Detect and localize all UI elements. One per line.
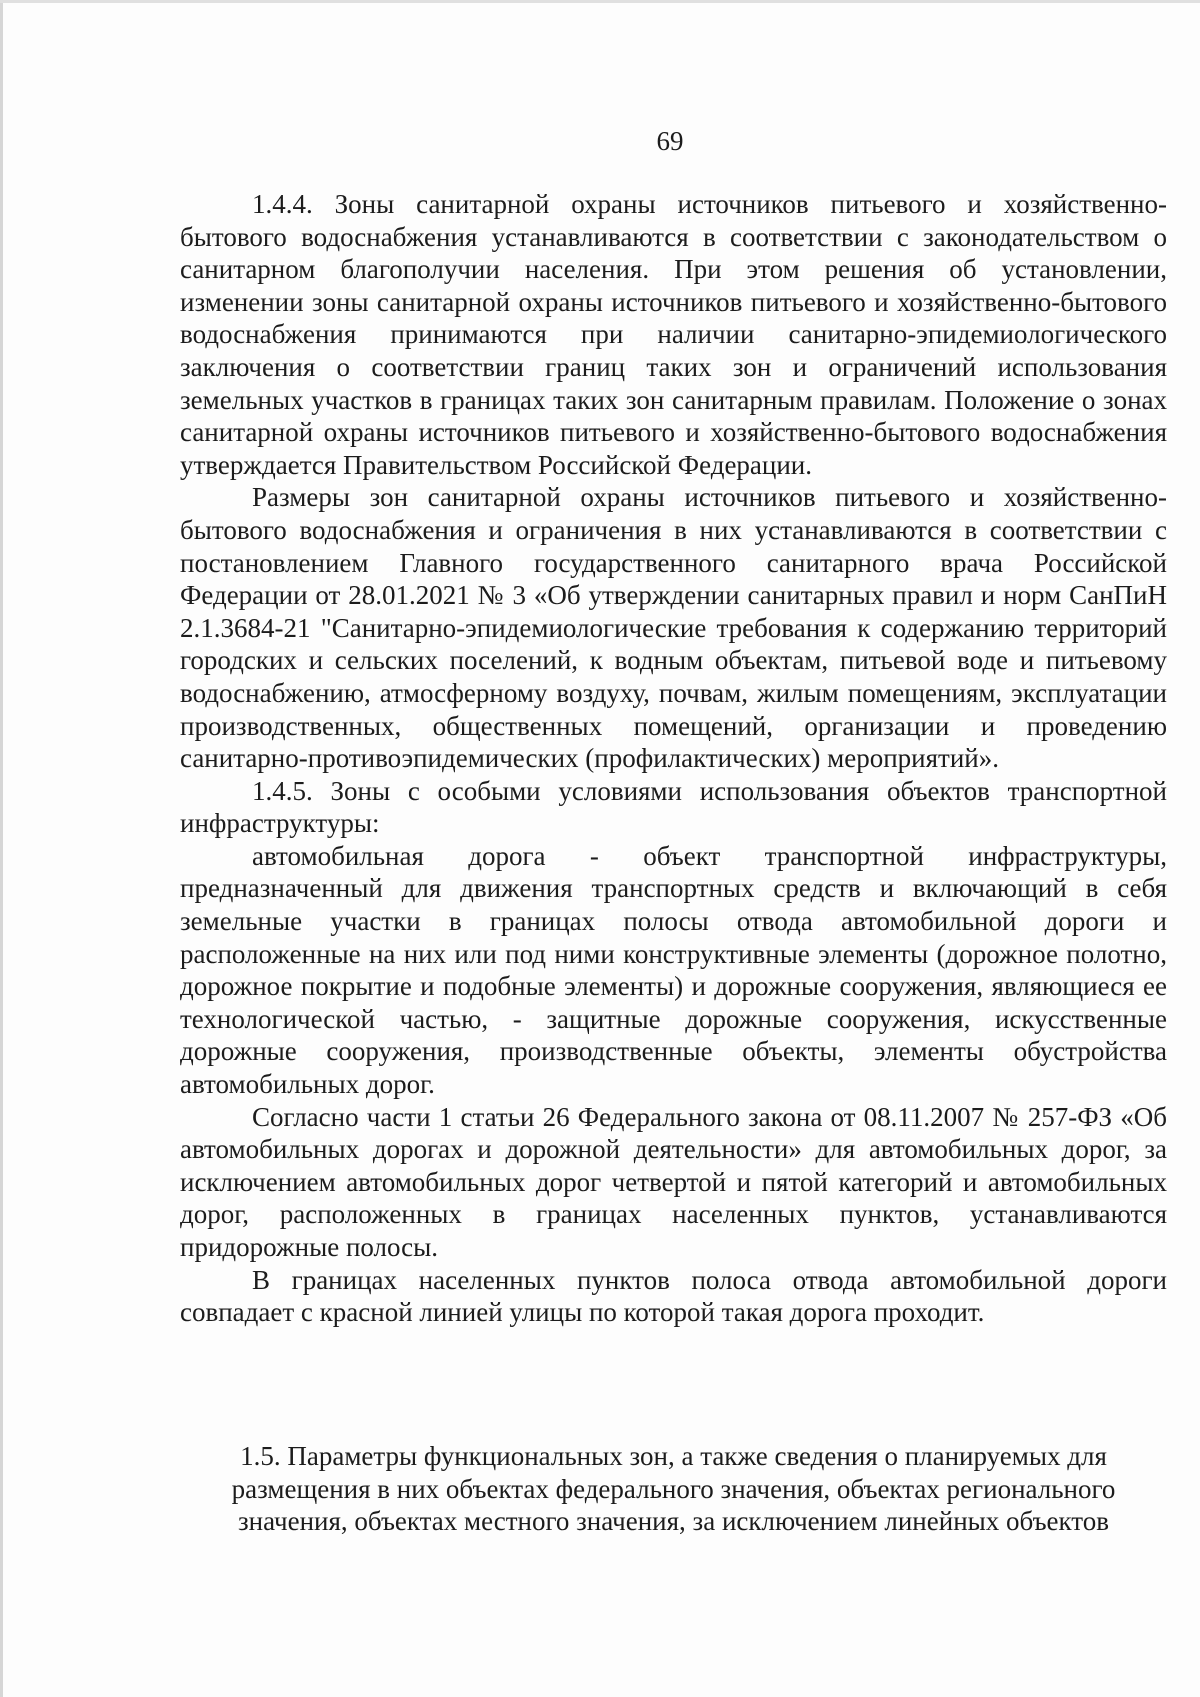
scan-edge-left: [0, 0, 3, 1697]
paragraph-sanitary-zone-sizes: Размеры зон санитарной охраны источников питьевого и хозяйственно-бытового водоснабжения и ограничения в них устанавливаются в соответствии с постановлением Главного государственного санитарного врача Российской Федерации от 28.01.2021 № 3 «Об утверждении санитарных правил и норм СанПиН 2.1.3684-21 "Санитарно-эпидемиологические требования к содержанию территорий городских и сельских поселений, к водным объектам, питьевой воде и питьевому водоснабжению, атмосферному воздуху, почвам, жилым помещениям, эксплуатации производственных, общественных помещений, организации и проведению санитарно-противоэпидемических (профилактических) мероприятий».: [180, 482, 1167, 774]
paragraph-1-4-4: 1.4.4. Зоны санитарной охраны источников питьевого и хозяйственно-бытового водоснабжения устанавливаются в соответствии с законодательством о санитарном благополучии населения. При этом решения об установлении, изменении зоны санитарной охраны источников питьевого и хозяйственно-бытового водоснабжения принимаются при наличии санитарно-эпидемиологического заключения о соответствии границ таких зон и ограничений использования земельных участков в границах таких зон санитарным правилам. Положение о зонах санитарной охраны источников питьевого и хозяйственно-бытового водоснабжения утверждается Правительством Российской Федерации.: [180, 189, 1167, 480]
scan-edge-top: [0, 0, 1200, 3]
paragraph-road-definition: автомобильная дорога - объект транспортной инфраструктуры, предназначенный для движения транспортных средств и включающий в себя земельные участки в границах полосы отвода автомобильной дороги и расположенные на них или под ними конструктивные элементы (дорожное полотно, дорожное покрытие и подобные элементы) и дорожные сооружения, являющиеся ее технологической частью, - защитные дорожные сооружения, искусственные дорожные сооружения, производственные объекты, элементы обустройства автомобильных дорог.: [180, 840, 1167, 1100]
paragraph-1-4-5: 1.4.5. Зоны с особыми условиями использования объектов транспортной инфраструктуры:: [180, 775, 1167, 839]
paragraph-right-of-way: В границах населенных пунктов полоса отвода автомобильной дороги совпадает с красной линией улицы по которой такая дорога проходит.: [180, 1264, 1167, 1328]
document-body: [180, 188, 1167, 1329]
page-number: 69: [656, 126, 684, 156]
section-heading-1-5: 1.5. Параметры функциональных зон, а также сведения о планируемых для размещения в них объектах федерального значения, объектах регионального значения, объектах местного значения, за исключением линейных объектов: [231, 1441, 1116, 1537]
paragraph-roadside-strips: Согласно части 1 статьи 26 Федерального закона от 08.11.2007 № 257-ФЗ «Об автомобильных дорогах и дорожной деятельности» для автомобильных дорог, за исключением автомобильных дорог четвертой и пятой категорий и автомобильных дорог, расположенных в границах населенных пунктов, устанавливаются придорожные полосы.: [180, 1101, 1167, 1262]
